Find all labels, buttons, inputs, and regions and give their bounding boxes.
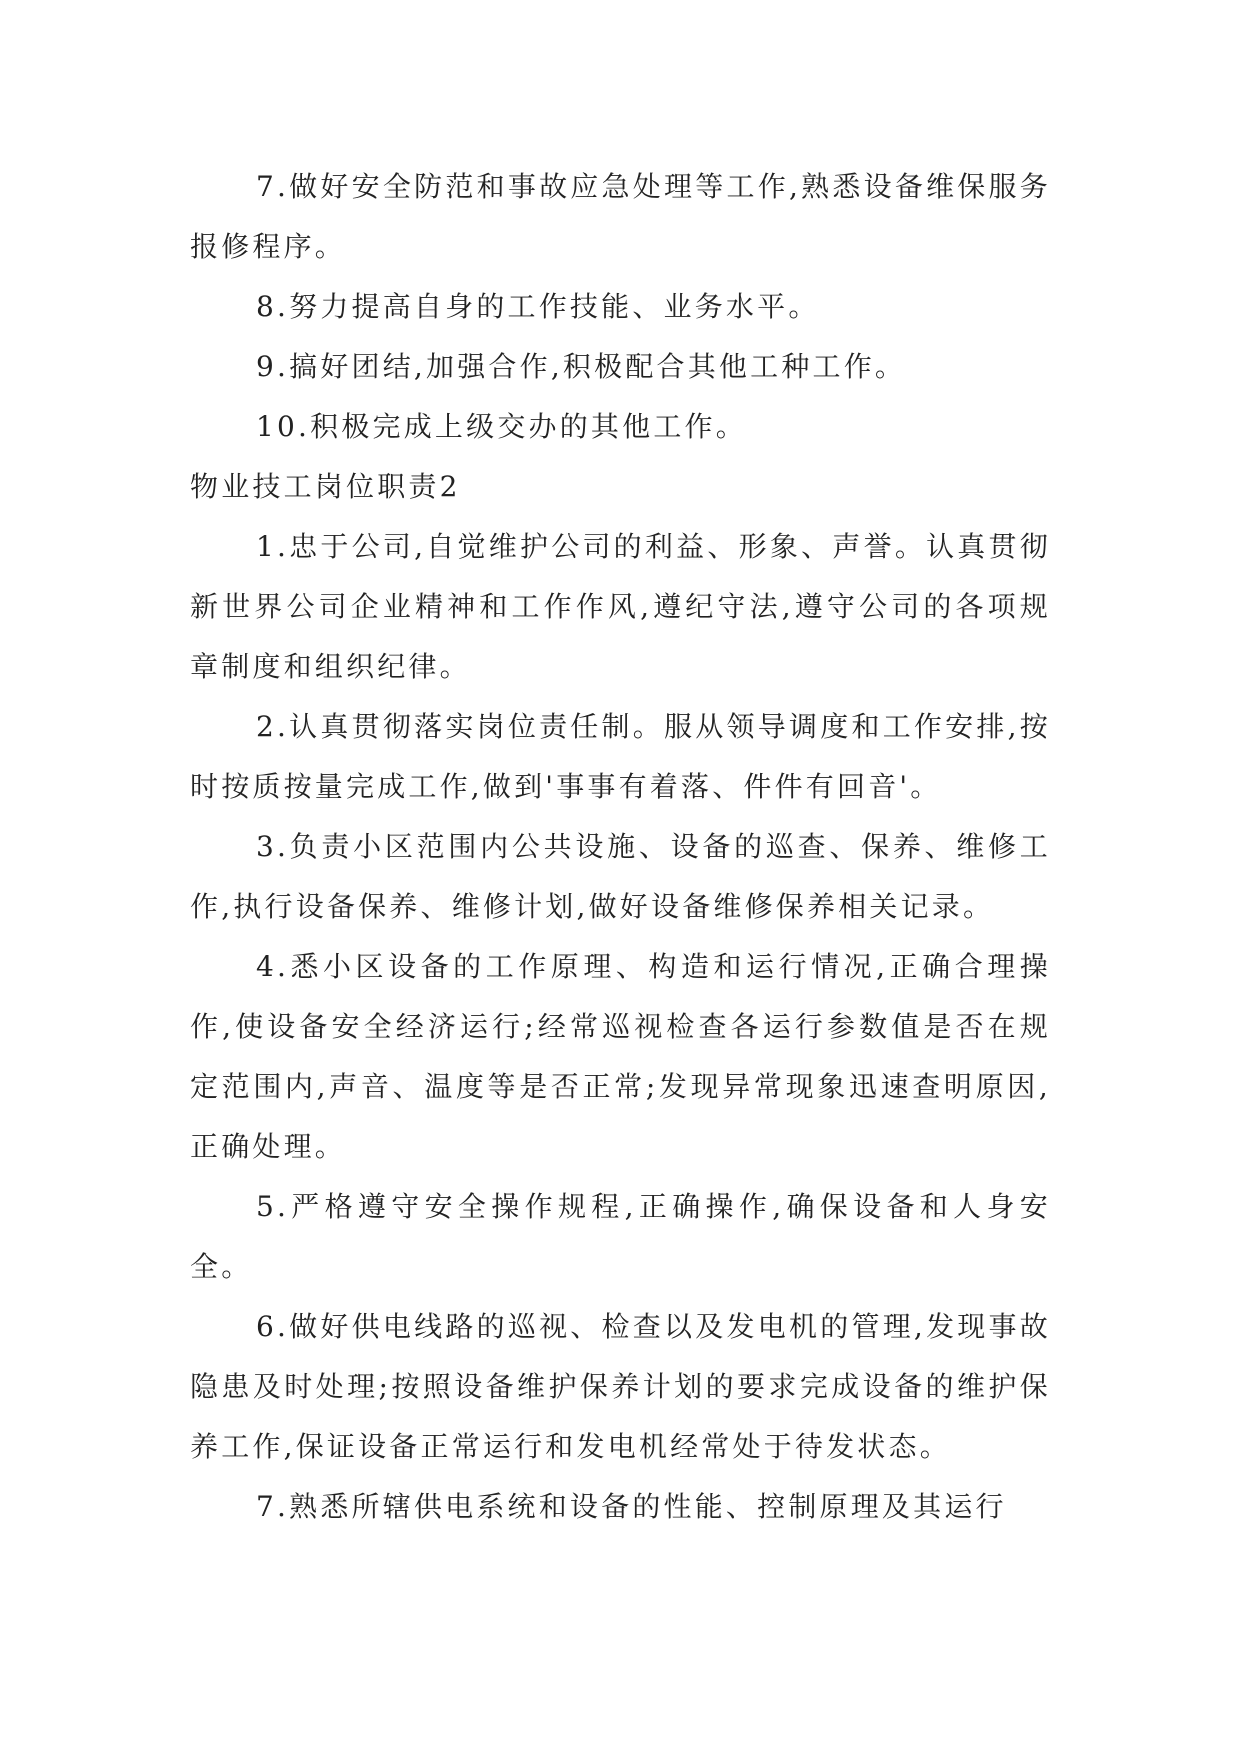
list-item: 9.搞好团结,加强合作,积极配合其他工种工作。 <box>256 350 907 383</box>
list-item: 4.悉小区设备的工作原理、构造和运行情况,正确合理操作,使设备安全经济运行;经常巡视检查各运行参数值是否在规定范围内,声音、温度等是否正常;发现异常现象迅速查明原因,正确处理。 <box>190 950 1051 1163</box>
list-item: 3.负责小区范围内公共设施、设备的巡查、保养、维修工作,执行设备保养、维修计划,做好设备维修保养相关记录。 <box>190 830 1051 923</box>
section-heading: 物业技工岗位职责2 <box>190 470 461 503</box>
list-item: 7.做好安全防范和事故应急处理等工作,熟悉设备维保服务报修程序。 <box>190 170 1051 263</box>
document-body <box>190 157 1051 1537</box>
list-item: 10.积极完成上级交办的其他工作。 <box>256 410 747 443</box>
list-item: 5.严格遵守安全操作规程,正确操作,确保设备和人身安全。 <box>190 1190 1051 1283</box>
list-item: 1.忠于公司,自觉维护公司的利益、形象、声誉。认真贯彻新世界公司企业精神和工作作风,遵纪守法,遵守公司的各项规章制度和组织纪律。 <box>190 530 1051 683</box>
list-item: 7.熟悉所辖供电系统和设备的性能、控制原理及其运行 <box>256 1490 1007 1523</box>
list-item: 8.努力提高自身的工作技能、业务水平。 <box>256 290 820 323</box>
list-item: 6.做好供电线路的巡视、检查以及发电机的管理,发现事故隐患及时处理;按照设备维护保养计划的要求完成设备的维护保养工作,保证设备正常运行和发电机经常处于待发状态。 <box>190 1310 1051 1463</box>
list-item: 2.认真贯彻落实岗位责任制。服从领导调度和工作安排,按时按质按量完成工作,做到'事事有着落、件件有回音'。 <box>190 710 1051 803</box>
